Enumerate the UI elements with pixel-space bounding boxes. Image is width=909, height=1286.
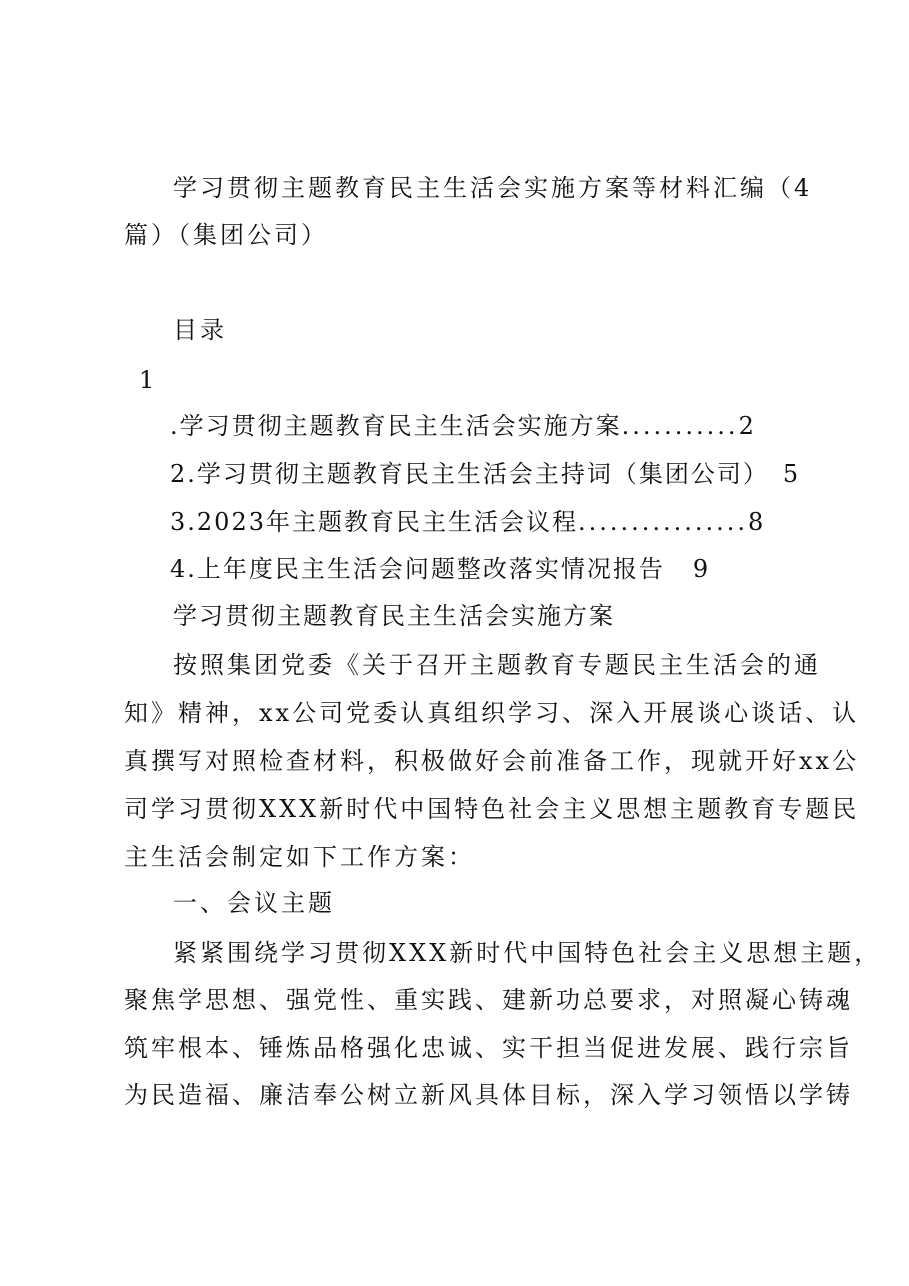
toc-item-1-page: 2 xyxy=(738,412,756,440)
toc-item-3-leader: ................ xyxy=(577,508,749,536)
paragraph-2-line-2: 聚焦学思想、强党性、重实践、建新功总要求，对照凝心铸魂 xyxy=(124,986,853,1014)
toc-item-4-label: 4.上年度民主生活会问题整改落实情况报告 xyxy=(170,555,665,583)
toc-item-1-label: .学习贯彻主题教育民主生活会实施方案 xyxy=(170,412,622,440)
toc-item-2-label: 2.学习贯彻主题教育民主生活会主持词（集团公司） xyxy=(170,460,769,488)
section-title: 学习贯彻主题教育民主生活会实施方案 xyxy=(173,602,615,630)
paragraph-1-line-4: 司学习贯彻XXX新时代中国特色社会主义思想主题教育专题民 xyxy=(124,795,860,823)
document-title-line-1: 学习贯彻主题教育民主生活会实施方案等材料汇编（4 xyxy=(173,174,813,202)
toc-item-1-leader: ........... xyxy=(621,412,739,440)
toc-item-3-label: 3.2023年主题教育民主生活会议程 xyxy=(170,508,578,536)
toc-heading: 目录 xyxy=(173,316,227,344)
toc-item-4[interactable] xyxy=(170,557,710,581)
toc-item-1[interactable] xyxy=(170,414,756,438)
toc-item-2-page: 5 xyxy=(782,460,801,488)
paragraph-2-line-3: 筑牢根本、锤炼品格强化忠诚、实干担当促进发展、践行宗旨 xyxy=(124,1034,853,1062)
paragraph-1-line-3: 真撰写对照检查材料，积极做好会前准备工作，现就开好xx公 xyxy=(124,747,860,775)
toc-number: 1 xyxy=(139,366,158,394)
paragraph-1-line-2: 知》精神，xx公司党委认真组织学习、深入开展谈心谈话、认 xyxy=(124,699,860,727)
paragraph-2-line-1: 紧紧围绕学习贯彻XXX新时代中国特色社会主义思想主题， xyxy=(173,939,882,967)
toc-item-3-page: 8 xyxy=(748,508,766,536)
paragraph-1-line-5: 主生活会制定如下工作方案： xyxy=(124,843,475,871)
document-title-line-2: 篇）（集团公司） xyxy=(124,221,328,249)
toc-item-4-page: 9 xyxy=(692,555,711,583)
toc-item-2[interactable] xyxy=(170,462,800,486)
paragraph-1-line-1: 按照集团党委《关于召开主题教育专题民主生活会的通 xyxy=(173,651,821,679)
paragraph-2-line-4: 为民造福、廉洁奉公树立新风具体目标，深入学习领悟以学铸 xyxy=(124,1081,853,1109)
toc-item-3[interactable] xyxy=(170,510,765,534)
section-heading-1: 一、会议主题 xyxy=(173,889,335,917)
